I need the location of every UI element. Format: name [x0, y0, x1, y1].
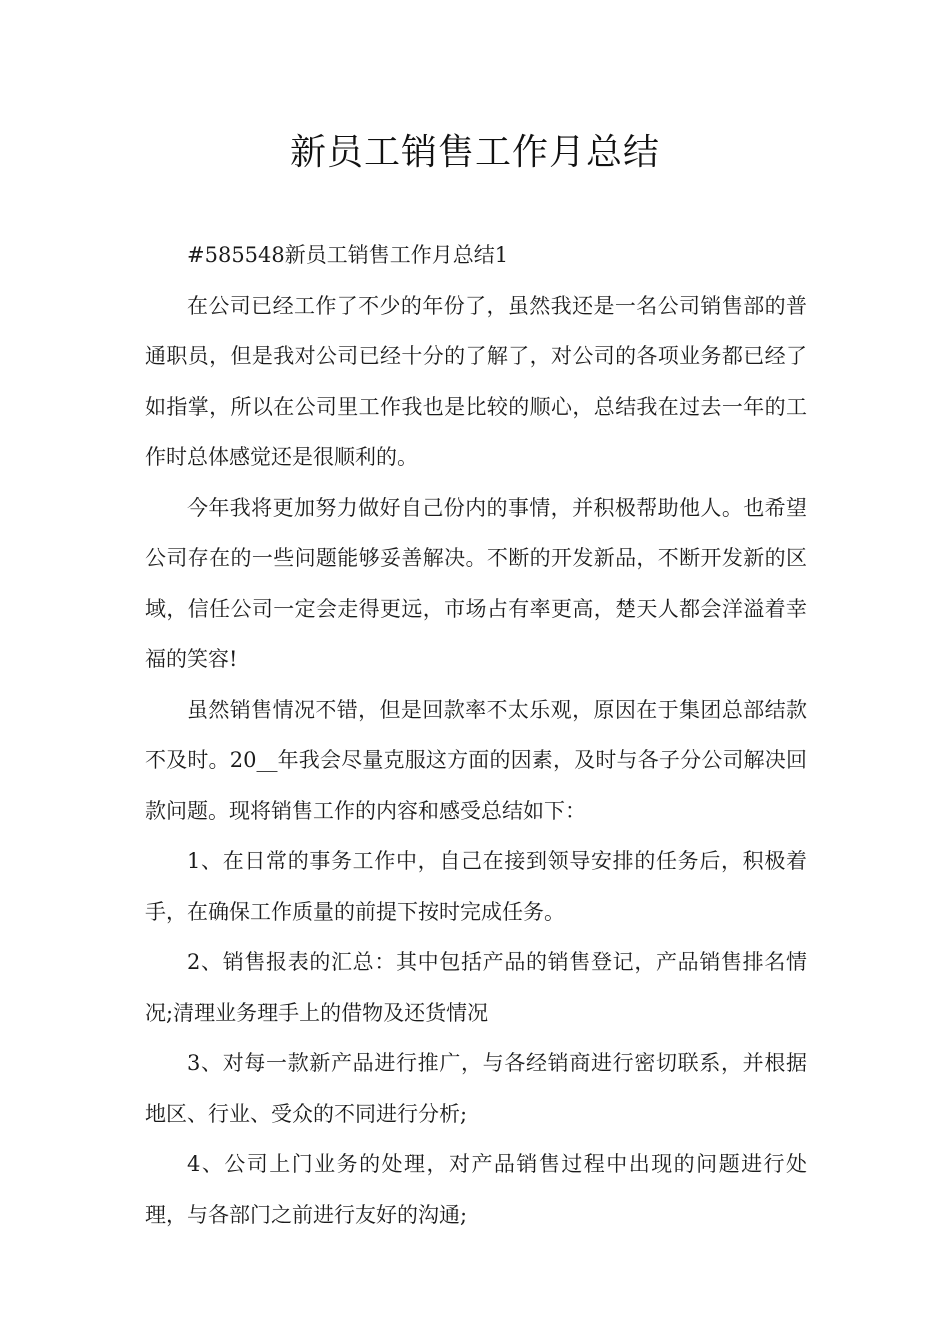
document-subtitle: #585548新员工销售工作月总结1	[187, 243, 509, 267]
document-body	[145, 230, 807, 1240]
list-item-4: 4、公司上门业务的处理，对产品销售过程中出现的问题进行处理，与各部门之前进行友好的沟通;	[145, 1152, 807, 1227]
paragraph-1: 在公司已经工作了不少的年份了，虽然我还是一名公司销售部的普通职员，但是我对公司已经十分的了解了，对公司的各项业务都已经了如指掌，所以在公司里工作我也是比较的顺心，总结我在过去一年的工作时总体感觉还是很顺利的。	[145, 293, 807, 469]
document-title: 新员工销售工作月总结	[289, 132, 660, 173]
list-item-1: 1、在日常的事务工作中，自己在接到领导安排的任务后，积极着手，在确保工作质量的前提下按时完成任务。	[145, 849, 807, 924]
list-item-3: 3、对每一款新产品进行推广，与各经销商进行密切联系，并根据地区、行业、受众的不同进行分析;	[145, 1051, 807, 1126]
list-item-2: 2、销售报表的汇总：其中包括产品的销售登记，产品销售排名情况;清理业务理手上的借物及还货情况	[145, 950, 807, 1025]
paragraph-3: 虽然销售情况不错，但是回款率不太乐观，原因在于集团总部结款不及时。20__年我会尽量克服这方面的因素，及时与各子分公司解决回款问题。现将销售工作的内容和感受总结如下：	[145, 697, 807, 823]
paragraph-2: 今年我将更加努力做好自己份内的事情，并积极帮助他人。也希望公司存在的一些问题能够妥善解决。不断的开发新品，不断开发新的区域，信任公司一定会走得更远，市场占有率更高，楚天人都会洋溢着幸福的笑容!	[145, 495, 807, 671]
